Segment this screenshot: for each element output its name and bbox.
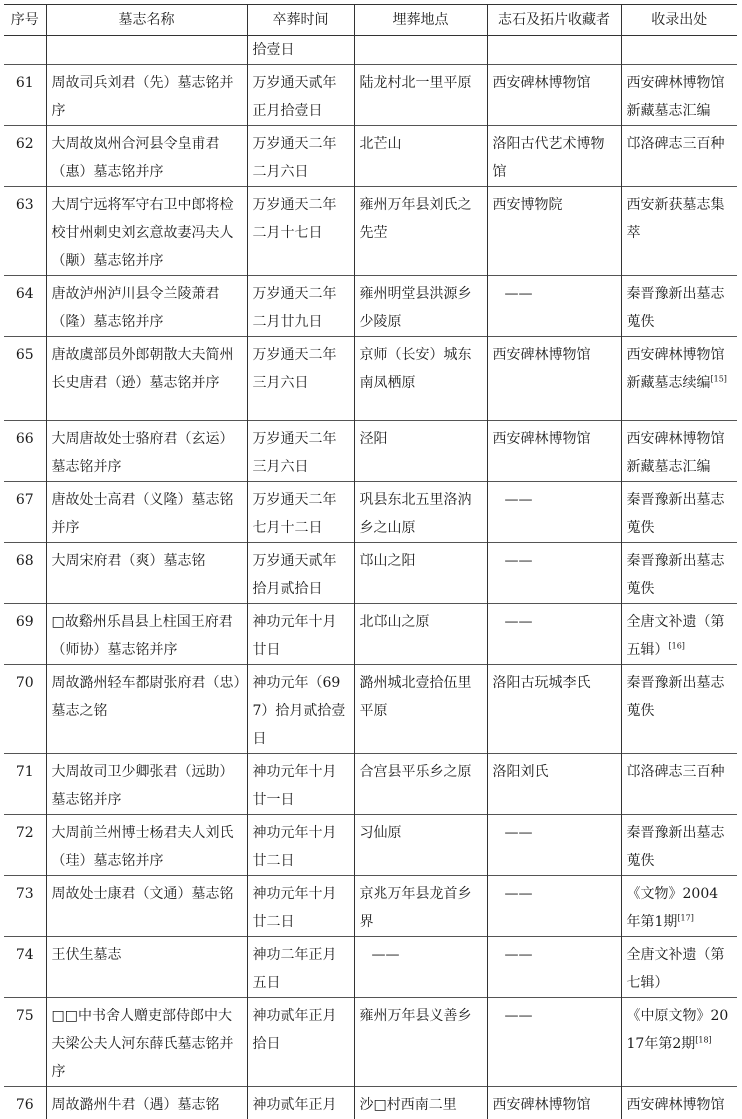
row-place bbox=[354, 482, 487, 543]
row-index-text: 67 bbox=[16, 492, 34, 508]
row-place bbox=[354, 754, 487, 815]
row-holder bbox=[487, 815, 621, 876]
row-name bbox=[46, 998, 247, 1087]
row-source bbox=[621, 815, 737, 876]
row-source bbox=[621, 276, 737, 337]
row-name-text: 大周故司卫少卿张君（远助）墓志铭并序 bbox=[52, 764, 234, 808]
row-name-text: 周故司兵刘君（先）墓志铭并序 bbox=[52, 75, 234, 119]
row-name-text: □故谿州乐昌县上柱国王府君（师协）墓志铭并序 bbox=[52, 614, 233, 658]
row-source-text: 秦晋豫新出墓志蒐佚 bbox=[627, 553, 725, 597]
row-name bbox=[46, 937, 247, 998]
row-holder-text: —— bbox=[493, 1002, 533, 1030]
row-holder-text: 洛阳刘氏 bbox=[493, 764, 549, 780]
table-row bbox=[4, 65, 737, 126]
row-source-text: 西安碑林博物馆 bbox=[627, 1097, 725, 1113]
row-holder bbox=[487, 543, 621, 604]
row-name bbox=[46, 187, 247, 276]
row-place bbox=[354, 421, 487, 482]
row-holder bbox=[487, 876, 621, 937]
row-time bbox=[247, 754, 354, 815]
row-name-text: 周故潞州轻车都尉张府君（忠）墓志之铭 bbox=[52, 675, 241, 719]
row-place bbox=[354, 665, 487, 754]
table-row bbox=[4, 998, 737, 1087]
row-source-text: 《中原文物》2017年第2期 bbox=[627, 1008, 729, 1052]
row-holder-text: 西安碑林博物馆 bbox=[493, 431, 591, 447]
row-index bbox=[4, 126, 46, 187]
header-time: 卒葬时间 bbox=[247, 5, 354, 36]
table-row bbox=[4, 543, 737, 604]
row-holder bbox=[487, 126, 621, 187]
row-index-text: 63 bbox=[16, 197, 34, 213]
row-time-text: 万岁通天二年二月六日 bbox=[253, 136, 337, 180]
row-index bbox=[4, 421, 46, 482]
row-holder bbox=[487, 665, 621, 754]
row-name bbox=[46, 65, 247, 126]
row-index bbox=[4, 998, 46, 1087]
row-holder-text: 洛阳古玩城李氏 bbox=[493, 675, 591, 691]
row-time bbox=[247, 665, 354, 754]
row-time-text: 神功元年十月廿日 bbox=[253, 614, 337, 658]
row-index-text: 76 bbox=[16, 1097, 34, 1113]
row-time bbox=[247, 998, 354, 1087]
row-time bbox=[247, 482, 354, 543]
citation-marker: [15] bbox=[711, 374, 727, 383]
header-place: 埋葬地点 bbox=[354, 5, 487, 36]
row-holder bbox=[487, 937, 621, 998]
table-row bbox=[4, 337, 737, 421]
row-index bbox=[4, 1087, 46, 1119]
row-index-text: 73 bbox=[16, 886, 34, 902]
row-source-text: 西安碑林博物馆新藏墓志汇编 bbox=[627, 75, 725, 119]
citation-marker: [17] bbox=[677, 913, 693, 922]
row-place bbox=[354, 815, 487, 876]
row-source-text: 秦晋豫新出墓志蒐佚 bbox=[627, 286, 725, 330]
header-source: 收录出处 bbox=[621, 5, 737, 36]
row-index-text: 71 bbox=[16, 764, 34, 780]
row-name-text: 唐故泸州泸川县令兰陵萧君（隆）墓志铭并序 bbox=[52, 286, 220, 330]
row-time bbox=[247, 815, 354, 876]
row-place-text: 雍州万年县义善乡 bbox=[360, 1008, 472, 1024]
row-holder-text: —— bbox=[493, 547, 533, 575]
row-source bbox=[621, 187, 737, 276]
table-row bbox=[4, 421, 737, 482]
row-index bbox=[4, 876, 46, 937]
row-holder bbox=[487, 276, 621, 337]
row-place-text: 京师（长安）城东南凤栖原 bbox=[360, 347, 472, 391]
row-place-text: 巩县东北五里洛汭乡之山原 bbox=[360, 492, 472, 536]
row-time-text: 拾壹日 bbox=[253, 42, 295, 58]
row-name bbox=[46, 337, 247, 421]
row-time-text: 神功贰年正月 bbox=[253, 1097, 337, 1113]
row-source bbox=[621, 665, 737, 754]
row-time-text: 万岁通天贰年拾月贰拾日 bbox=[253, 553, 337, 597]
row-index bbox=[4, 276, 46, 337]
table-row bbox=[4, 604, 737, 665]
row-index-text: 68 bbox=[16, 553, 34, 569]
row-time-text: 神功二年正月五日 bbox=[253, 947, 337, 991]
row-index-text: 72 bbox=[16, 825, 34, 841]
row-source bbox=[621, 65, 737, 126]
row-name bbox=[46, 126, 247, 187]
row-time-text: 万岁通天二年二月十七日 bbox=[253, 197, 337, 241]
row-source bbox=[621, 876, 737, 937]
row-source bbox=[621, 998, 737, 1087]
row-holder bbox=[487, 482, 621, 543]
table-row bbox=[4, 1087, 737, 1119]
row-source-text: 秦晋豫新出墓志蒐佚 bbox=[627, 675, 725, 719]
row-source-text: 西安碑林博物馆新藏墓志续编 bbox=[627, 347, 725, 391]
row-index-text: 61 bbox=[16, 75, 34, 91]
row-name-text: 大周唐故处士骆府君（玄运）墓志铭并序 bbox=[52, 431, 234, 475]
row-index-text: 74 bbox=[16, 947, 34, 963]
row-time-text: 万岁通天二年七月十二日 bbox=[253, 492, 337, 536]
row-name bbox=[46, 36, 247, 65]
row-name-text: □□中书舍人赠吏部侍郎中大夫梁公夫人河东薛氏墓志铭并序 bbox=[52, 1008, 234, 1080]
row-time-text: 神功元年十月廿二日 bbox=[253, 886, 337, 930]
row-name bbox=[46, 421, 247, 482]
table-row bbox=[4, 36, 737, 65]
row-index bbox=[4, 36, 46, 65]
row-source-text: 西安碑林博物馆新藏墓志汇编 bbox=[627, 431, 725, 475]
row-holder bbox=[487, 187, 621, 276]
row-name-text: 大周宁远将军守右卫中郎将检校甘州刺史刘玄意故妻冯夫人（颙）墓志铭并序 bbox=[52, 197, 234, 269]
row-index bbox=[4, 815, 46, 876]
row-place-text: 潞州城北壹拾伍里平原 bbox=[360, 675, 472, 719]
row-time bbox=[247, 126, 354, 187]
row-source-text: 全唐文补遗（第七辑） bbox=[627, 947, 725, 991]
row-index bbox=[4, 543, 46, 604]
row-place bbox=[354, 998, 487, 1087]
row-time bbox=[247, 187, 354, 276]
row-time bbox=[247, 604, 354, 665]
row-source-text: 《文物》2004年第1期 bbox=[627, 886, 719, 930]
table-row bbox=[4, 876, 737, 937]
table-header-row bbox=[4, 5, 737, 36]
row-place-text: 京兆万年县龙首乡界 bbox=[360, 886, 472, 930]
row-time bbox=[247, 337, 354, 421]
row-time-text: 神功元年十月廿二日 bbox=[253, 825, 337, 869]
row-place-text: 沙□村西南二里 bbox=[360, 1097, 457, 1113]
row-name-text: 大周故岚州合河县令皇甫君（惠）墓志铭并序 bbox=[52, 136, 220, 180]
row-time bbox=[247, 65, 354, 126]
table-row bbox=[4, 937, 737, 998]
header-index: 序号 bbox=[4, 5, 46, 36]
table-row bbox=[4, 126, 737, 187]
row-source bbox=[621, 36, 737, 65]
row-holder bbox=[487, 1087, 621, 1119]
row-time bbox=[247, 876, 354, 937]
row-index-text: 69 bbox=[16, 614, 34, 630]
row-place bbox=[354, 276, 487, 337]
row-index bbox=[4, 337, 46, 421]
row-time-text: 万岁通天贰年正月拾壹日 bbox=[253, 75, 337, 119]
row-index-text: 75 bbox=[16, 1008, 34, 1024]
table-row bbox=[4, 754, 737, 815]
row-index bbox=[4, 665, 46, 754]
citation-marker: [16] bbox=[669, 641, 685, 650]
row-name bbox=[46, 815, 247, 876]
table-row bbox=[4, 665, 737, 754]
row-name-text: 周故潞州牛君（遇）墓志铭 bbox=[52, 1097, 220, 1113]
row-place-text: 合宫县平乐乡之原 bbox=[360, 764, 472, 780]
row-name-text: 唐故处士高君（义隆）墓志铭并序 bbox=[52, 492, 234, 536]
row-index-text: 65 bbox=[16, 347, 34, 363]
row-name-text: 王伏生墓志 bbox=[52, 947, 122, 963]
row-holder bbox=[487, 65, 621, 126]
row-name bbox=[46, 665, 247, 754]
row-holder-text: 西安碑林博物馆 bbox=[493, 1097, 591, 1113]
row-source bbox=[621, 482, 737, 543]
row-name-text: 大周宋府君（爽）墓志铭 bbox=[52, 553, 206, 569]
row-source-text: 西安新获墓志集萃 bbox=[627, 197, 725, 241]
row-source-text: 邙洛碑志三百种 bbox=[627, 764, 725, 780]
table-row bbox=[4, 482, 737, 543]
row-time bbox=[247, 1087, 354, 1119]
row-place-text: 北邙山之原 bbox=[360, 614, 430, 630]
row-source-text: 秦晋豫新出墓志蒐佚 bbox=[627, 825, 725, 869]
row-source-text: 秦晋豫新出墓志蒐佚 bbox=[627, 492, 725, 536]
row-name bbox=[46, 543, 247, 604]
row-place bbox=[354, 876, 487, 937]
row-place-text: 雍州明堂县洪源乡少陵原 bbox=[360, 286, 472, 330]
row-holder-text: —— bbox=[493, 880, 533, 908]
row-source bbox=[621, 1087, 737, 1119]
row-source bbox=[621, 937, 737, 998]
row-index-text: 66 bbox=[16, 431, 34, 447]
row-time-text: 神功元年（697）拾月贰拾壹日 bbox=[253, 675, 346, 747]
row-holder-text: —— bbox=[493, 819, 533, 847]
row-place-text: 陆龙村北一里平原 bbox=[360, 75, 472, 91]
row-source bbox=[621, 754, 737, 815]
row-name bbox=[46, 276, 247, 337]
epitaph-table bbox=[4, 4, 737, 1119]
row-holder-text: 西安博物院 bbox=[493, 197, 563, 213]
row-index bbox=[4, 482, 46, 543]
row-name bbox=[46, 754, 247, 815]
row-source bbox=[621, 421, 737, 482]
row-index bbox=[4, 754, 46, 815]
row-holder bbox=[487, 604, 621, 665]
row-holder-text: 西安碑林博物馆 bbox=[493, 75, 591, 91]
row-holder-text: —— bbox=[493, 608, 533, 636]
row-time bbox=[247, 276, 354, 337]
row-name bbox=[46, 604, 247, 665]
row-holder bbox=[487, 421, 621, 482]
row-place bbox=[354, 126, 487, 187]
row-place-text: 邙山之阳 bbox=[360, 553, 416, 569]
row-index bbox=[4, 937, 46, 998]
row-holder bbox=[487, 36, 621, 65]
header-name: 墓志名称 bbox=[46, 5, 247, 36]
row-holder-text: —— bbox=[493, 280, 533, 308]
row-index-text: 70 bbox=[16, 675, 34, 691]
row-name-text: 唐故虞部员外郎朝散大夫简州长史唐君（逊）墓志铭并序 bbox=[52, 347, 234, 391]
row-source bbox=[621, 126, 737, 187]
row-index-text: 62 bbox=[16, 136, 34, 152]
row-place bbox=[354, 337, 487, 421]
document-page bbox=[4, 4, 737, 1119]
row-source bbox=[621, 543, 737, 604]
row-place-text: 泾阳 bbox=[360, 431, 388, 447]
row-time-text: 万岁通天二年三月六日 bbox=[253, 347, 337, 391]
row-holder-text: 西安碑林博物馆 bbox=[493, 347, 591, 363]
row-name-text: 大周前兰州博士杨君夫人刘氏（珪）墓志铭并序 bbox=[52, 825, 234, 869]
row-source-text: 邙洛碑志三百种 bbox=[627, 136, 725, 152]
row-time bbox=[247, 421, 354, 482]
row-place bbox=[354, 187, 487, 276]
row-place bbox=[354, 937, 487, 998]
citation-marker: [18] bbox=[695, 1035, 711, 1044]
table-row bbox=[4, 276, 737, 337]
row-time bbox=[247, 937, 354, 998]
row-time-text: 万岁通天二年二月廿九日 bbox=[253, 286, 337, 330]
row-place bbox=[354, 36, 487, 65]
row-place bbox=[354, 65, 487, 126]
row-name bbox=[46, 482, 247, 543]
row-holder-text: —— bbox=[493, 486, 533, 514]
row-holder-text: —— bbox=[493, 941, 533, 969]
row-place bbox=[354, 604, 487, 665]
row-place-text: —— bbox=[360, 941, 400, 969]
row-holder-text: 洛阳古代艺术博物馆 bbox=[493, 136, 605, 180]
row-source bbox=[621, 337, 737, 421]
row-name bbox=[46, 1087, 247, 1119]
table-row bbox=[4, 815, 737, 876]
row-index bbox=[4, 604, 46, 665]
row-holder bbox=[487, 754, 621, 815]
table-row bbox=[4, 187, 737, 276]
row-place-text: 雍州万年县刘氏之先茔 bbox=[360, 197, 472, 241]
row-name bbox=[46, 876, 247, 937]
row-place bbox=[354, 1087, 487, 1119]
row-time bbox=[247, 543, 354, 604]
row-holder bbox=[487, 337, 621, 421]
row-time-text: 万岁通天二年三月六日 bbox=[253, 431, 337, 475]
row-time bbox=[247, 36, 354, 65]
row-source bbox=[621, 604, 737, 665]
row-place bbox=[354, 543, 487, 604]
row-place-text: 习仙原 bbox=[360, 825, 402, 841]
header-holder: 志石及拓片收藏者 bbox=[487, 5, 621, 36]
row-time-text: 神功贰年正月拾日 bbox=[253, 1008, 337, 1052]
row-index-text: 64 bbox=[16, 286, 34, 302]
row-holder bbox=[487, 998, 621, 1087]
row-index bbox=[4, 187, 46, 276]
row-source-text: 全唐文补遗（第五辑） bbox=[627, 614, 725, 658]
row-index bbox=[4, 65, 46, 126]
row-place-text: 北芒山 bbox=[360, 136, 402, 152]
row-time-text: 神功元年十月廿一日 bbox=[253, 764, 337, 808]
row-name-text: 周故处士康君（文通）墓志铭 bbox=[52, 886, 234, 902]
